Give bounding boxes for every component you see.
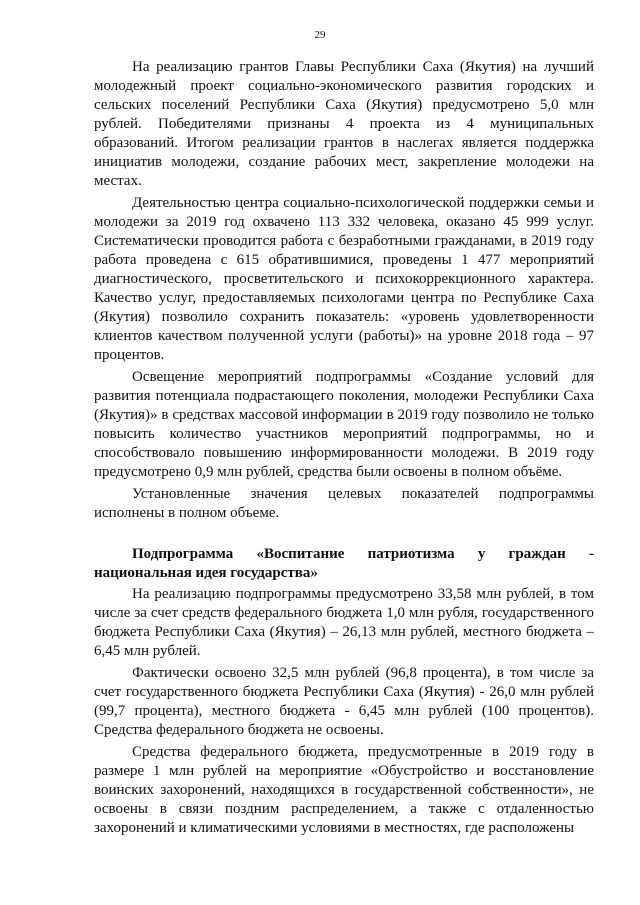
- paragraph-subprogram-funding: На реализацию подпрограммы предусмотрено 33,58 млн рублей, в том числе за счет средств федерального бюджета 1,0 млн рубля, государственного бюджета Республики Саха (Якутия) – 26,13 млн рублей, местного бюджета – 6,45 млн рублей.: [94, 586, 594, 659]
- paragraph-actual-spending: Фактически освоено 32,5 млн рублей (96,8 процента), в том числе за счет государственного бюджета Республики Саха (Якутия) - 26,0 млн рублей (99,7 процента), местного бюджета - 6,45 млн рублей (100 процентов). Средства федерального бюджета не освоены.: [94, 665, 594, 738]
- paragraph-targets-met: Установленные значения целевых показателей подпрограммы исполнены в полном объеме.: [94, 486, 594, 521]
- paragraph-federal-funds: Средства федерального бюджета, предусмотренные в 2019 году в размере 1 млн рублей на мероприятие «Обустройство и восстановление воинских захоронений, находящихся в государственной собственности», не освоены в связи поздним распределением, а также с отдаленностью захоронений и климатическими условиями в местностях, где расположены: [94, 744, 594, 836]
- paragraph-media-coverage: Освещение мероприятий подпрограммы «Создание условий для развития потенциала подрастающего поколения, молодежи Республики Саха (Якутия)» в средствах массовой информации в 2019 году позволило не только повысить количество участников мероприятий подпрограммы, но и способствовало повышению информированности молодежи. В 2019 году предусмотрено 0,9 млн рублей, средства были освоены в полном объёме.: [94, 369, 594, 480]
- paragraph-youth-grants: На реализацию грантов Главы Республики Саха (Якутия) на лучший молодежный проект социально-экономического развития городских и сельских поселений Республики Саха (Якутия) предусмотрено 5,0 млн рублей. Победителями признаны 4 проекта из 4 муниципальных образований. Итогом реализации грантов в наслегах является поддержка инициатив молодежи, создание рабочих мест, закрепление молодежи на местах.: [94, 59, 594, 189]
- paragraph-psych-support-center: Деятельностью центра социально-психологической поддержки семьи и молодежи за 2019 год охвачено 113 332 человека, оказано 45 999 услуг. Систематически проводится работа с безработными гражданами, в 2019 году работа проведена с 615 обратившимися, проведены 1 477 мероприятий диагностического, просветительского и психокоррекционного характера. Качество услуг, предоставляемых психологами центра по Республике Саха (Якутия) позволило сохранить показатель: «уровень удовлетворенности клиентов качеством полученной услуги (работы)» на уровне 2018 года – 97 процентов.: [94, 195, 594, 363]
- subprogram-heading: Подпрограмма «Воспитание патриотизма у граждан - национальная идея государства»: [94, 546, 594, 581]
- document-body: [94, 58, 594, 841]
- page-number: 29: [314, 29, 326, 41]
